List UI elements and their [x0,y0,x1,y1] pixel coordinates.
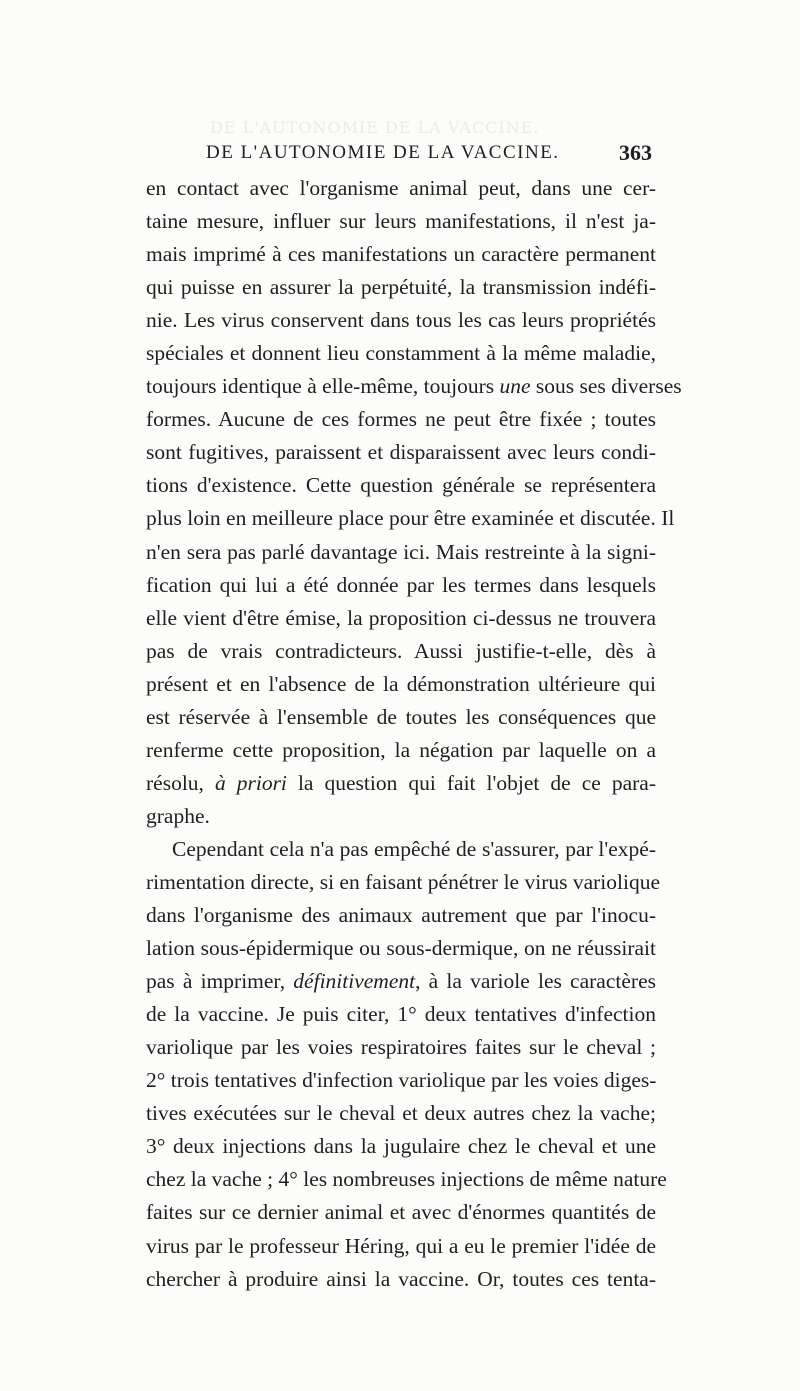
text-line: graphe. [146,803,210,828]
text-line: de la vaccine. Je puis citer, 1° deux tentatives d'infection [146,1002,656,1027]
text-line: n'en sera pas parlé davantage ici. Mais restreinte à la signi- [146,539,656,564]
text-line: virus par le professeur Héring, qui a eu le premier l'idée de [146,1233,656,1258]
text-line [146,370,682,403]
text-line: pas de vrais contradicteurs. Aussi justifie-t-elle, dès à [146,638,656,663]
text-line: elle vient d'être émise, la proposition ci-dessus ne trouvera [146,605,656,630]
text-line: nie. Les virus conservent dans tous les cas leurs propriétés [146,308,656,333]
text-segment: sous ses diverses [530,374,682,399]
text-line: qui puisse en assurer la perpétuité, la transmission indéfi- [146,275,656,300]
body-text [146,172,682,1296]
running-title: DE L'AUTONOMIE DE LA VACCINE. [206,142,560,163]
italic-text: une [499,374,531,399]
text-line: plus loin en meilleure place pour être examinée et discutée. Il [146,506,675,531]
text-line: sont fugitives, paraissent et disparaissent avec leurs condi- [146,440,656,465]
text-line: faites sur ce dernier animal et avec d'énormes quantités de [146,1200,656,1225]
text-line: 3° deux injections dans la jugulaire chez le cheval et une [146,1134,656,1159]
text-line: chez la vache ; 4° les nombreuses injections de même nature [146,1167,667,1192]
italic-text: à priori [214,770,287,795]
text-line: spéciales et donnent lieu constamment à la même maladie, [146,341,656,366]
text-line: tions d'existence. Cette question générale se représentera [146,473,656,498]
italic-text: définitivement [293,969,416,994]
page-number: 363 [619,140,652,165]
text-line: tives exécutées sur le cheval et deux autres chez la vache; [146,1101,656,1126]
text-line [146,965,656,998]
text-line: taine mesure, influer sur leurs manifestations, il n'est ja- [146,209,656,234]
text-line: dans l'organisme des animaux autrement que par l'inocu- [146,903,656,928]
text-line: est réservée à l'ensemble de toutes les conséquences que [146,704,656,729]
running-head [176,140,656,170]
text-segment: toujours identique à elle-même, toujours [146,374,500,399]
text-line: mais imprimé à ces manifestations un caractère permanent [146,242,656,267]
text-line: fication qui lui a été donnée par les termes dans lesquels [146,572,656,597]
text-line: lation sous-épidermique ou sous-dermique, on ne réussirait [146,936,656,961]
text-line: renferme cette proposition, la négation par laquelle on a [146,737,656,762]
show-through-text: DE L'AUTONOMIE DE LA VACCINE. [210,118,540,137]
text-segment: résolu, [146,770,215,795]
text-line: rimentation directe, si en faisant pénétrer le virus variolique [146,869,661,894]
text-line: formes. Aucune de ces formes ne peut être fixée ; toutes [146,407,656,432]
text-line: 2° trois tentatives d'infection variolique par les voies diges- [146,1068,657,1093]
text-segment: pas à imprimer, [146,969,294,994]
text-segment: la question qui fait l'objet de ce para- [286,770,656,795]
text-line [146,767,656,800]
text-line: chercher à produire ainsi la vaccine. Or, toutes ces tenta- [146,1266,656,1291]
text-line: variolique par les voies respiratoires faites sur le cheval ; [146,1035,656,1060]
text-line: en contact avec l'organisme animal peut, dans une cer- [146,176,656,200]
text-line: Cependant cela n'a pas empêché de s'assurer, par l'expé- [172,836,656,861]
text-line: présent et en l'absence de la démonstration ultérieure qui [146,671,656,696]
text-segment: , à la variole les caractères [415,969,656,994]
